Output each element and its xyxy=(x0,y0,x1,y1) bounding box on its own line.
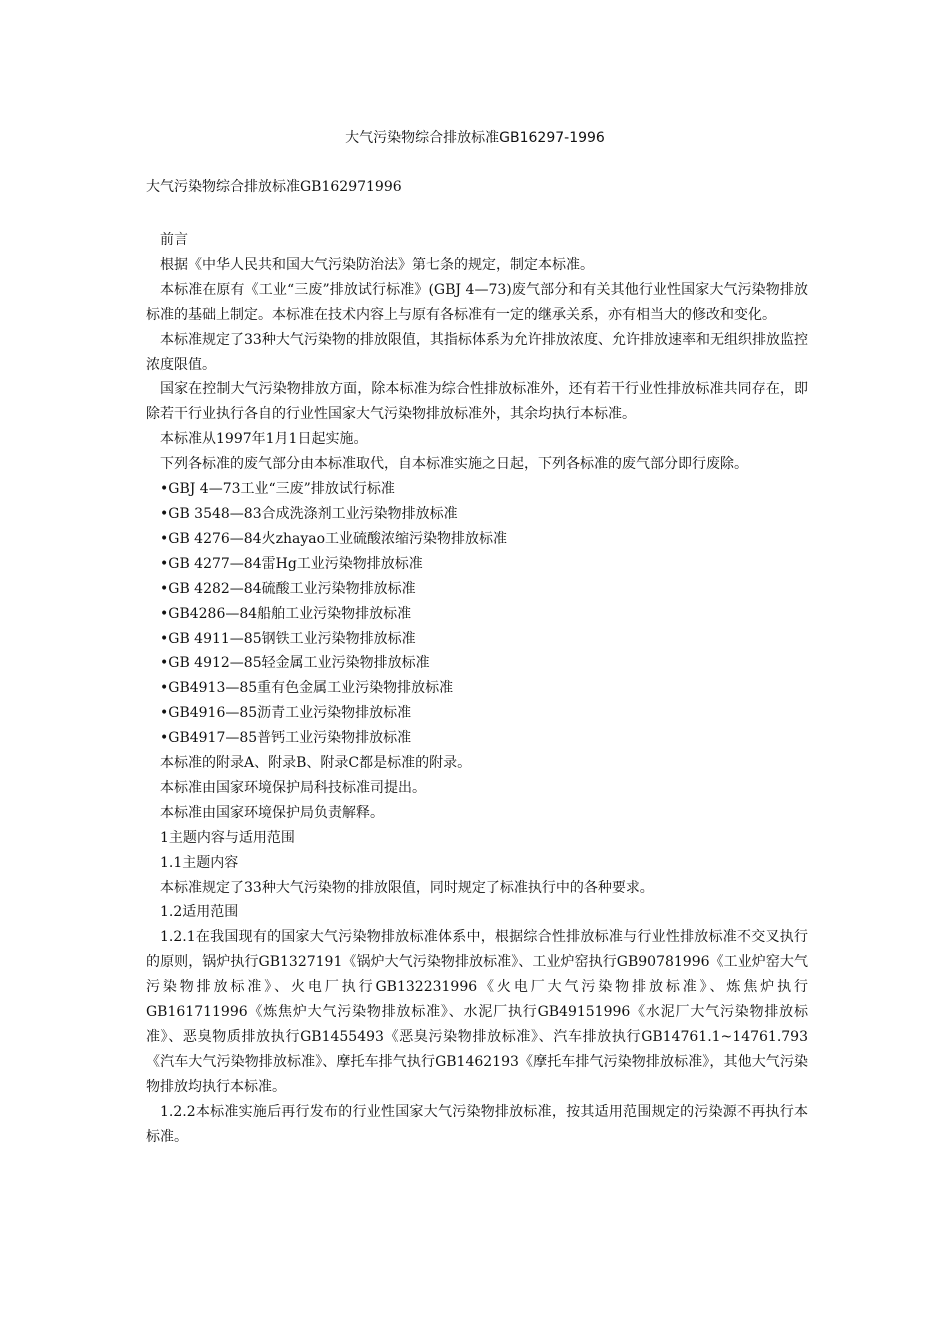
paragraph: 本标准规定了33种大气污染物的排放限值，其指标体系为允许排放浓度、允许排放速率和无组织排放监控浓度限值。 xyxy=(146,331,808,373)
section-heading: 1主题内容与适用范围 xyxy=(160,829,295,846)
section-heading-preface: 前言 xyxy=(160,232,188,248)
subsection-heading: 1.1主题内容 xyxy=(160,854,239,871)
list-item: •GB 4276—84火zhayao工业硫酸浓缩污染物排放标准 xyxy=(160,530,508,547)
list-item: •GB 4911—85钢铁工业污染物排放标准 xyxy=(160,630,416,647)
list-item: •GBJ 4—73工业“三废”排放试行标准 xyxy=(160,481,395,498)
document-title: 大气污染物综合排放标准GB16297-1996 xyxy=(345,130,605,146)
paragraph: 本标准由国家环境保护局科技标准司提出。 xyxy=(160,779,426,796)
list-item: •GB4917—85普钙工业污染物排放标准 xyxy=(160,730,412,747)
paragraph: 本标准规定了33种大气污染物的排放限值，同时规定了标准执行中的各种要求。 xyxy=(160,879,654,896)
paragraph: 本标准由国家环境保护局负责解释。 xyxy=(160,804,384,821)
list-item: •GB4286—84船舶工业污染物排放标准 xyxy=(160,605,412,622)
paragraph: 1.2.1在我国现有的国家大气污染物排放标准体系中，根据综合性排放标准与行业性排放标准不交叉执行的原则，锅炉执行GB1327191《锅炉大气污染物排放标准》、工业炉窑执行GB90781996《工业炉窑大气污染物排放标准》、火电厂执行GB132231996《火电厂大气污染物排放标准》、炼焦炉执行GB161711996《炼焦炉大气污染物排放标准》、水泥厂执行GB49151996《水泥厂大气污染物排放标准》、恶臭物质排放执行GB1455493《恶臭污染物排放标准》、汽车排放执行GB14761.1~14761.793《汽车大气污染物排放标准》、摩托车排气执行GB1462193《摩托车排气污染物排放标准》，其他大气污染物排放均执行本标准。 xyxy=(146,929,808,1095)
document-body xyxy=(146,228,808,1150)
list-item: •GB 4912—85轻金属工业污染物排放标准 xyxy=(160,655,430,672)
paragraph: 国家在控制大气污染物排放方面，除本标准为综合性排放标准外，还有若干行业性排放标准共同存在，即除若干行业执行各自的行业性国家大气污染物排放标准外，其余均执行本标准。 xyxy=(146,381,808,423)
paragraph: 本标准在原有《工业“三废”排放试行标准》(GBJ 4—73)废气部分和有关其他行业性国家大气污染物排放标准的基础上制定。本标准在技术内容上与原有各标准有一定的继承关系，亦有相当大的修改和变化。 xyxy=(146,281,808,323)
list-item: •GB 4282—84硫酸工业污染物排放标准 xyxy=(160,580,416,597)
list-item: •GB4913—85重有色金属工业污染物排放标准 xyxy=(160,680,454,697)
paragraph: 1.2.2本标准实施后再行发布的行业性国家大气污染物排放标准，按其适用范围规定的污染源不再执行本标准。 xyxy=(146,1103,808,1145)
list-item: •GB 3548—83合成洗涤剂工业污染物排放标准 xyxy=(160,505,458,522)
paragraph: 本标准的附录A、附录B、附录C都是标准的附录。 xyxy=(160,755,472,772)
paragraph: 下列各标准的废气部分由本标准取代，自本标准实施之日起，下列各标准的废气部分即行废除。 xyxy=(160,456,748,473)
list-item: •GB4916—85沥青工业污染物排放标准 xyxy=(160,705,412,722)
subsection-heading: 1.2适用范围 xyxy=(160,904,239,921)
document-subtitle: 大气污染物综合排放标准GB162971996 xyxy=(146,179,402,195)
paragraph: 根据《中华人民共和国大气污染防治法》第七条的规定，制定本标准。 xyxy=(160,256,594,273)
paragraph: 本标准从1997年1月1日起实施。 xyxy=(160,431,368,448)
list-item: •GB 4277—84雷Hg工业污染物排放标准 xyxy=(160,555,423,572)
